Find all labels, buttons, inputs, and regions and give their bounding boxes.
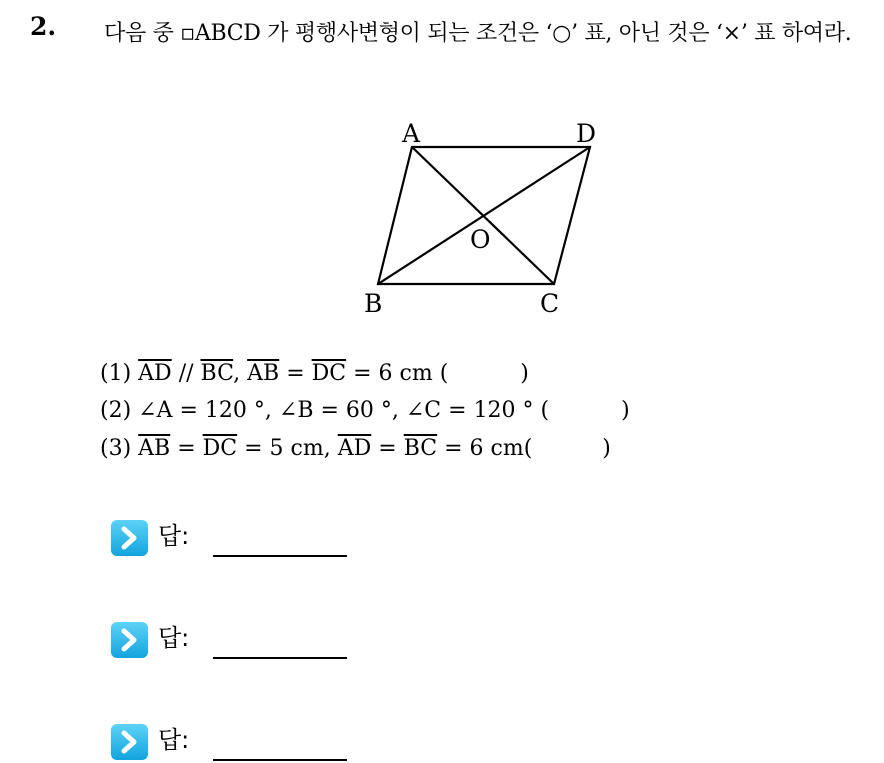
- condition-tail: = 6 cm (: [346, 361, 449, 386]
- answer-line[interactable]: [213, 759, 347, 761]
- chevron-right-icon: [111, 520, 148, 556]
- parallelogram-figure: [340, 112, 630, 327]
- vertex-label-o: O: [470, 225, 491, 254]
- segment-dc: $\overline{DC}$: [202, 436, 238, 461]
- condition-number: (1): [100, 361, 132, 386]
- parallelogram-diagram: [340, 112, 630, 327]
- answer-label: 답:: [158, 522, 190, 550]
- condition-tail: = 6 cm(: [437, 436, 533, 461]
- condition-1: [100, 359, 529, 389]
- parallel-sign: //: [171, 361, 201, 386]
- vertex-label-a: A: [402, 119, 421, 148]
- separator: ,: [233, 361, 248, 386]
- close-paren: ): [602, 436, 611, 461]
- condition-2: [100, 396, 630, 426]
- chevron-right-icon: [111, 622, 148, 658]
- condition-mid: = 5 cm,: [237, 436, 338, 461]
- answer-row-2: [111, 620, 351, 660]
- vertex-label-c: C: [540, 289, 560, 318]
- answer-label: 답:: [158, 624, 190, 652]
- condition-number: (2): [100, 398, 132, 423]
- answer-row-3: [111, 722, 351, 762]
- equals-sign: =: [279, 361, 312, 386]
- close-paren: ): [520, 361, 529, 386]
- diagonal-bd: [378, 147, 590, 284]
- condition-3: [100, 434, 611, 464]
- question-prompt: 다음 중 ▫ABCD 가 평행사변형이 되는 조건은 ‘○’ 표, 아닌 것은 ‘×’ 표 하여라.: [104, 21, 852, 46]
- segment-ad: $\overline{AD}$: [337, 436, 372, 461]
- vertex-label-d: D: [576, 119, 597, 148]
- question-number: 2.: [30, 12, 57, 41]
- segment-bc: $\overline{BC}$: [403, 436, 438, 461]
- answer-line[interactable]: [213, 657, 347, 659]
- answer-label: 답:: [158, 726, 190, 754]
- condition-text: ∠A = 120 °, ∠B = 60 °, ∠C = 120 ° (: [138, 398, 550, 423]
- segment-ab: $\overline{AB}$: [247, 361, 280, 386]
- condition-number: (3): [100, 436, 132, 461]
- vertex-label-b: B: [364, 289, 383, 318]
- answer-line[interactable]: [213, 555, 347, 557]
- answer-row-1: [111, 518, 351, 558]
- segment-ab: $\overline{AB}$: [138, 436, 171, 461]
- chevron-right-icon: [111, 724, 148, 760]
- equals-sign: =: [371, 436, 404, 461]
- segment-dc: $\overline{DC}$: [311, 361, 347, 386]
- segment-bc: $\overline{BC}$: [200, 361, 234, 386]
- equals-sign: =: [170, 436, 203, 461]
- segment-ad: $\overline{AD}$: [138, 361, 172, 386]
- close-paren: ): [621, 398, 630, 423]
